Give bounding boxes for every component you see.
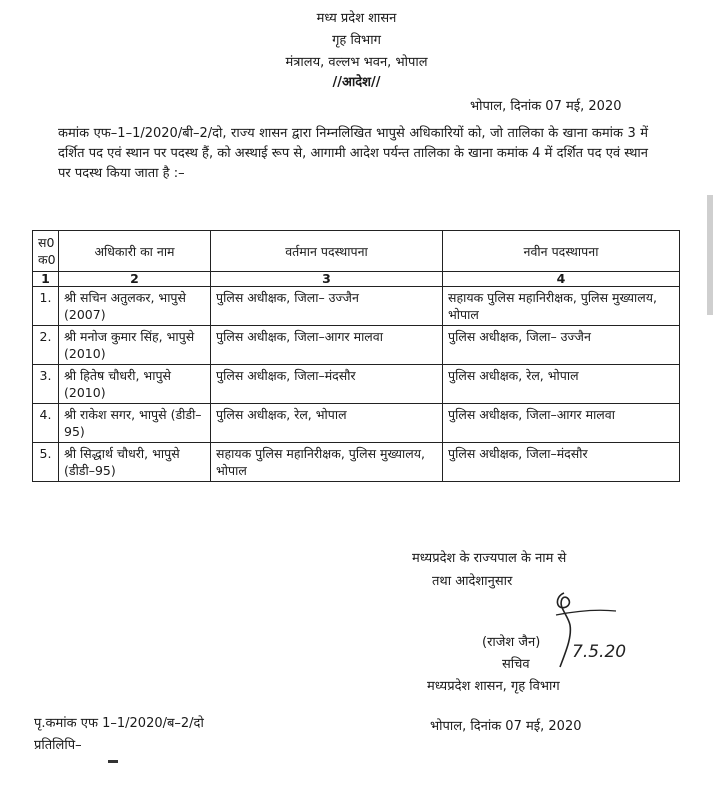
handwritten-date: 7.5.20: [572, 642, 627, 662]
table-header-row: [33, 231, 680, 272]
header-order-title: //आदेश//: [332, 75, 381, 90]
row-current-posting: पुलिस अधीक्षक, जिला–आगर मालवा: [211, 326, 443, 365]
column-number: 2: [59, 272, 211, 287]
posting-table: [32, 230, 680, 482]
row-new-posting: पुलिस अधीक्षक, रेल, भोपाल: [443, 365, 680, 404]
order-paragraph: कमांक एफ–1–1/2020/बी–2/दो, राज्य शासन द्वारा निम्नलिखित भापुसे अधिकारियों को, जो तालिका के खाना कमांक 3 में दर्शित पद एवं स्थान पर पदस्थ हैं, को अस्थाई रूप से, आगामी आदेश पर्यन्त तालिका के खाना कमांक 4 में दर्शित पद एवं स्थान पर पदस्थ किया जाता है :–: [58, 126, 648, 181]
column-number: 1: [33, 272, 59, 287]
table-row: [33, 326, 680, 365]
row-sno: 3.: [33, 365, 59, 404]
header-officer-name: अधिकारी का नाम: [59, 231, 211, 272]
row-sno: 5.: [33, 443, 59, 482]
row-sno: 1.: [33, 287, 59, 326]
row-sno: 2.: [33, 326, 59, 365]
row-sno: 4.: [33, 404, 59, 443]
table-row: [33, 287, 680, 326]
table-row: [33, 365, 680, 404]
row-new-posting: पुलिस अधीक्षक, जिला–आगर मालवा: [443, 404, 680, 443]
header-new-posting: नवीन पदस्थापना: [443, 231, 680, 272]
row-new-posting: सहायक पुलिस महानिरीक्षक, पुलिस मुख्यालय, भोपाल: [443, 287, 680, 326]
signatory-designation: सचिव: [502, 657, 530, 672]
row-current-posting: पुलिस अधीक्षक, रेल, भोपाल: [211, 404, 443, 443]
scan-edge-shadow: [707, 195, 713, 315]
decorative-dash: [108, 760, 118, 763]
handwritten-signature: [536, 585, 656, 675]
row-current-posting: पुलिस अधीक्षक, जिला– उज्जैन: [211, 287, 443, 326]
table-row: [33, 404, 680, 443]
signature-authority-line: मध्यप्रदेश के राज्यपाल के नाम से: [412, 551, 567, 566]
signatory-name: (राजेश जैन): [482, 635, 541, 650]
row-officer-name: श्री सचिन अतुलकर, भापुसे (2007): [59, 287, 211, 326]
row-current-posting: सहायक पुलिस महानिरीक्षक, पुलिस मुख्यालय, भोपाल: [211, 443, 443, 482]
row-current-posting: पुलिस अधीक्षक, जिला–मंदसौर: [211, 365, 443, 404]
table-row: [33, 443, 680, 482]
column-number-row: [33, 272, 680, 287]
header-state-govt: मध्य प्रदेश शासन: [316, 11, 397, 26]
order-date: भोपाल, दिनांक 07 मई, 2020: [470, 99, 622, 114]
header-department: गृह विभाग: [332, 33, 381, 48]
signatory-department: मध्यप्रदेश शासन, गृह विभाग: [427, 679, 560, 694]
footer-reference-number: पृ.कमांक एफ 1–1/2020/ब–2/दो: [34, 716, 204, 731]
row-officer-name: श्री राकेश सगर, भापुसे (डीडी–95): [59, 404, 211, 443]
header-address: मंत्रालय, वल्लभ भवन, भोपाल: [285, 55, 428, 70]
footer-date: भोपाल, दिनांक 07 मई, 2020: [430, 719, 582, 734]
column-number: 3: [211, 272, 443, 287]
signature-order-line: तथा आदेशानुसार: [432, 574, 513, 589]
footer-copy-label: प्रतिलिपि–: [34, 738, 82, 753]
header-current-posting: वर्तमान पदस्थापना: [211, 231, 443, 272]
row-new-posting: पुलिस अधीक्षक, जिला– उज्जैन: [443, 326, 680, 365]
header-sno: स0 क0: [33, 231, 59, 272]
row-officer-name: श्री मनोज कुमार सिंह, भापुसे (2010): [59, 326, 211, 365]
row-new-posting: पुलिस अधीक्षक, जिला–मंदसौर: [443, 443, 680, 482]
row-officer-name: श्री सिद्धार्थ चौधरी, भापुसे (डीडी–95): [59, 443, 211, 482]
row-officer-name: श्री हितेष चौधरी, भापुसे (2010): [59, 365, 211, 404]
column-number: 4: [443, 272, 680, 287]
